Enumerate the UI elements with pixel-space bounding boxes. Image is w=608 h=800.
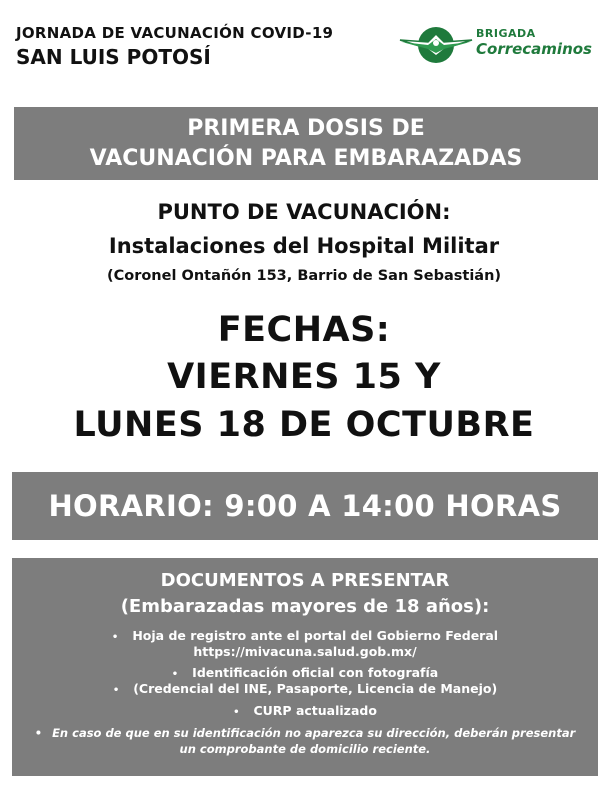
documents-note: [12, 726, 598, 740]
location-place: Instalaciones del Hospital Militar: [108, 234, 500, 258]
document-item: [12, 628, 598, 643]
banner-line-1: PRIMERA DOSIS DE: [187, 116, 425, 141]
documents-title: DOCUMENTOS A PRESENTAR: [160, 570, 450, 591]
documents-subtitle: (Embarazadas mayores de 18 años):: [120, 596, 490, 617]
document-item-label: Identificación oficial con fotografía: [192, 665, 439, 680]
bullet-icon: •: [111, 632, 119, 643]
document-item: [12, 665, 598, 680]
bullet-icon: •: [171, 669, 179, 680]
eagle-icon: [398, 22, 474, 68]
documents-note-cont: un comprobante de domicilio reciente.: [179, 742, 431, 756]
document-item: [12, 703, 598, 718]
banner-line-2: VACUNACIÓN PARA EMBARAZADAS: [89, 146, 523, 171]
event-title: JORNADA DE VACUNACIÓN COVID-19: [16, 24, 334, 42]
date-line-2: LUNES 18 DE OCTUBRE: [73, 405, 535, 445]
documents-panel: [12, 558, 598, 776]
document-item-detail: [12, 681, 598, 696]
bullet-icon: •: [34, 726, 43, 740]
schedule-text: HORARIO: 9:00 A 14:00 HORAS: [48, 489, 562, 523]
schedule-banner: [12, 472, 598, 540]
registration-url: https://mivacuna.salud.gob.mx/: [193, 644, 417, 659]
logo-correcaminos-text: Correcaminos: [476, 40, 592, 58]
state-name: SAN LUIS POTOSÍ: [16, 45, 211, 69]
bullet-icon: •: [233, 707, 240, 718]
dose-banner: [14, 107, 598, 180]
dates-heading: FECHAS:: [217, 310, 391, 350]
logo-brigada-text: BRIGADA: [476, 27, 536, 40]
document-item-label: CURP actualizado: [253, 703, 377, 718]
brigada-logo: [398, 22, 598, 72]
document-item-detail-text: (Credencial del INE, Pasaporte, Licencia de Manejo): [133, 681, 498, 696]
bullet-icon: •: [112, 685, 120, 696]
document-item-label: Hoja de registro ante el portal del Gobierno Federal: [132, 628, 499, 643]
location-heading: PUNTO DE VACUNACIÓN:: [157, 200, 451, 224]
document-item-detail: [12, 644, 598, 659]
location-address: (Coronel Ontañón 153, Barrio de San Sebastián): [106, 268, 502, 284]
date-line-1: VIERNES 15 Y: [167, 357, 441, 397]
header: [0, 0, 608, 90]
note-line-1: En caso de que en su identificación no aparezca su dirección, deberán presentar: [52, 726, 576, 740]
